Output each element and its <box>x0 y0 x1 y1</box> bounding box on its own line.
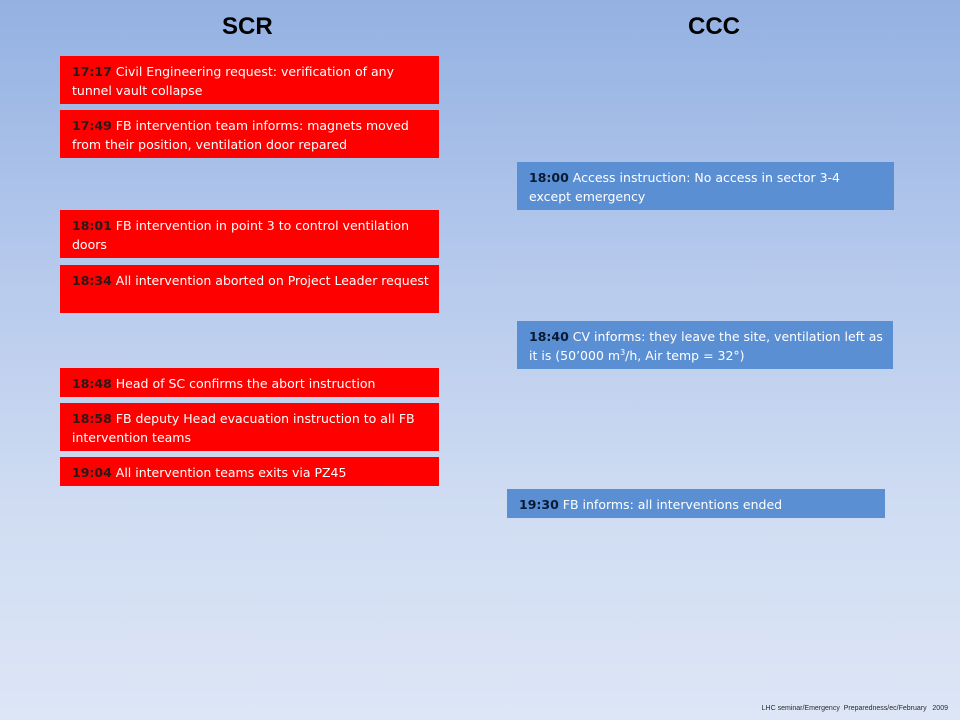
event-time: 19:30 <box>519 497 559 512</box>
event-time: 18:48 <box>72 376 112 391</box>
event-text: FB deputy Head evacuation instruction to all FB intervention teams <box>72 411 415 445</box>
event-text: Access instruction: No access in sector 3-4 except emergency <box>529 170 841 204</box>
ccc-event-1930 <box>507 489 885 518</box>
event-time: 18:34 <box>72 273 112 288</box>
event-time: 18:00 <box>529 170 569 185</box>
scr-event-1904 <box>60 457 439 486</box>
event-text <box>529 329 883 363</box>
event-time: 17:17 <box>72 64 112 79</box>
event-time: 18:40 <box>529 329 569 344</box>
event-text-end: /h, Air temp = 32°) <box>625 348 745 363</box>
event-text: Head of SC confirms the abort instruction <box>115 376 376 391</box>
event-time: 18:01 <box>72 218 112 233</box>
ccc-heading: CCC <box>688 13 740 40</box>
event-text: FB intervention in point 3 to control ventilation doors <box>72 218 410 252</box>
scr-event-1858 <box>60 403 439 451</box>
scr-event-1834 <box>60 265 439 313</box>
scr-event-1749 <box>60 110 439 158</box>
event-time: 18:58 <box>72 411 112 426</box>
event-text: All intervention teams exits via PZ45 <box>115 465 347 480</box>
scr-heading: SCR <box>222 13 273 40</box>
event-text: Civil Engineering request: verification of any tunnel vault collapse <box>72 64 394 98</box>
event-text-start: CV informs: they leave the site, ventilation left as it is (50’000 m <box>529 329 883 363</box>
ccc-event-1840 <box>517 321 893 369</box>
scr-event-1801 <box>60 210 439 258</box>
cubic-superscript: 3 <box>620 347 626 357</box>
scr-event-1717 <box>60 56 439 104</box>
event-time: 19:04 <box>72 465 112 480</box>
event-text: All intervention aborted on Project Leader request <box>115 273 429 288</box>
ccc-event-1800 <box>517 162 894 210</box>
event-text: FB informs: all interventions ended <box>562 497 783 512</box>
event-text: FB intervention team informs: magnets moved from their position, ventilation door repared <box>72 118 409 152</box>
footer-text: LHC seminar/Emergency Preparedness/ec/February 2009 <box>761 705 948 712</box>
scr-event-1848 <box>60 368 439 397</box>
event-time: 17:49 <box>72 118 112 133</box>
